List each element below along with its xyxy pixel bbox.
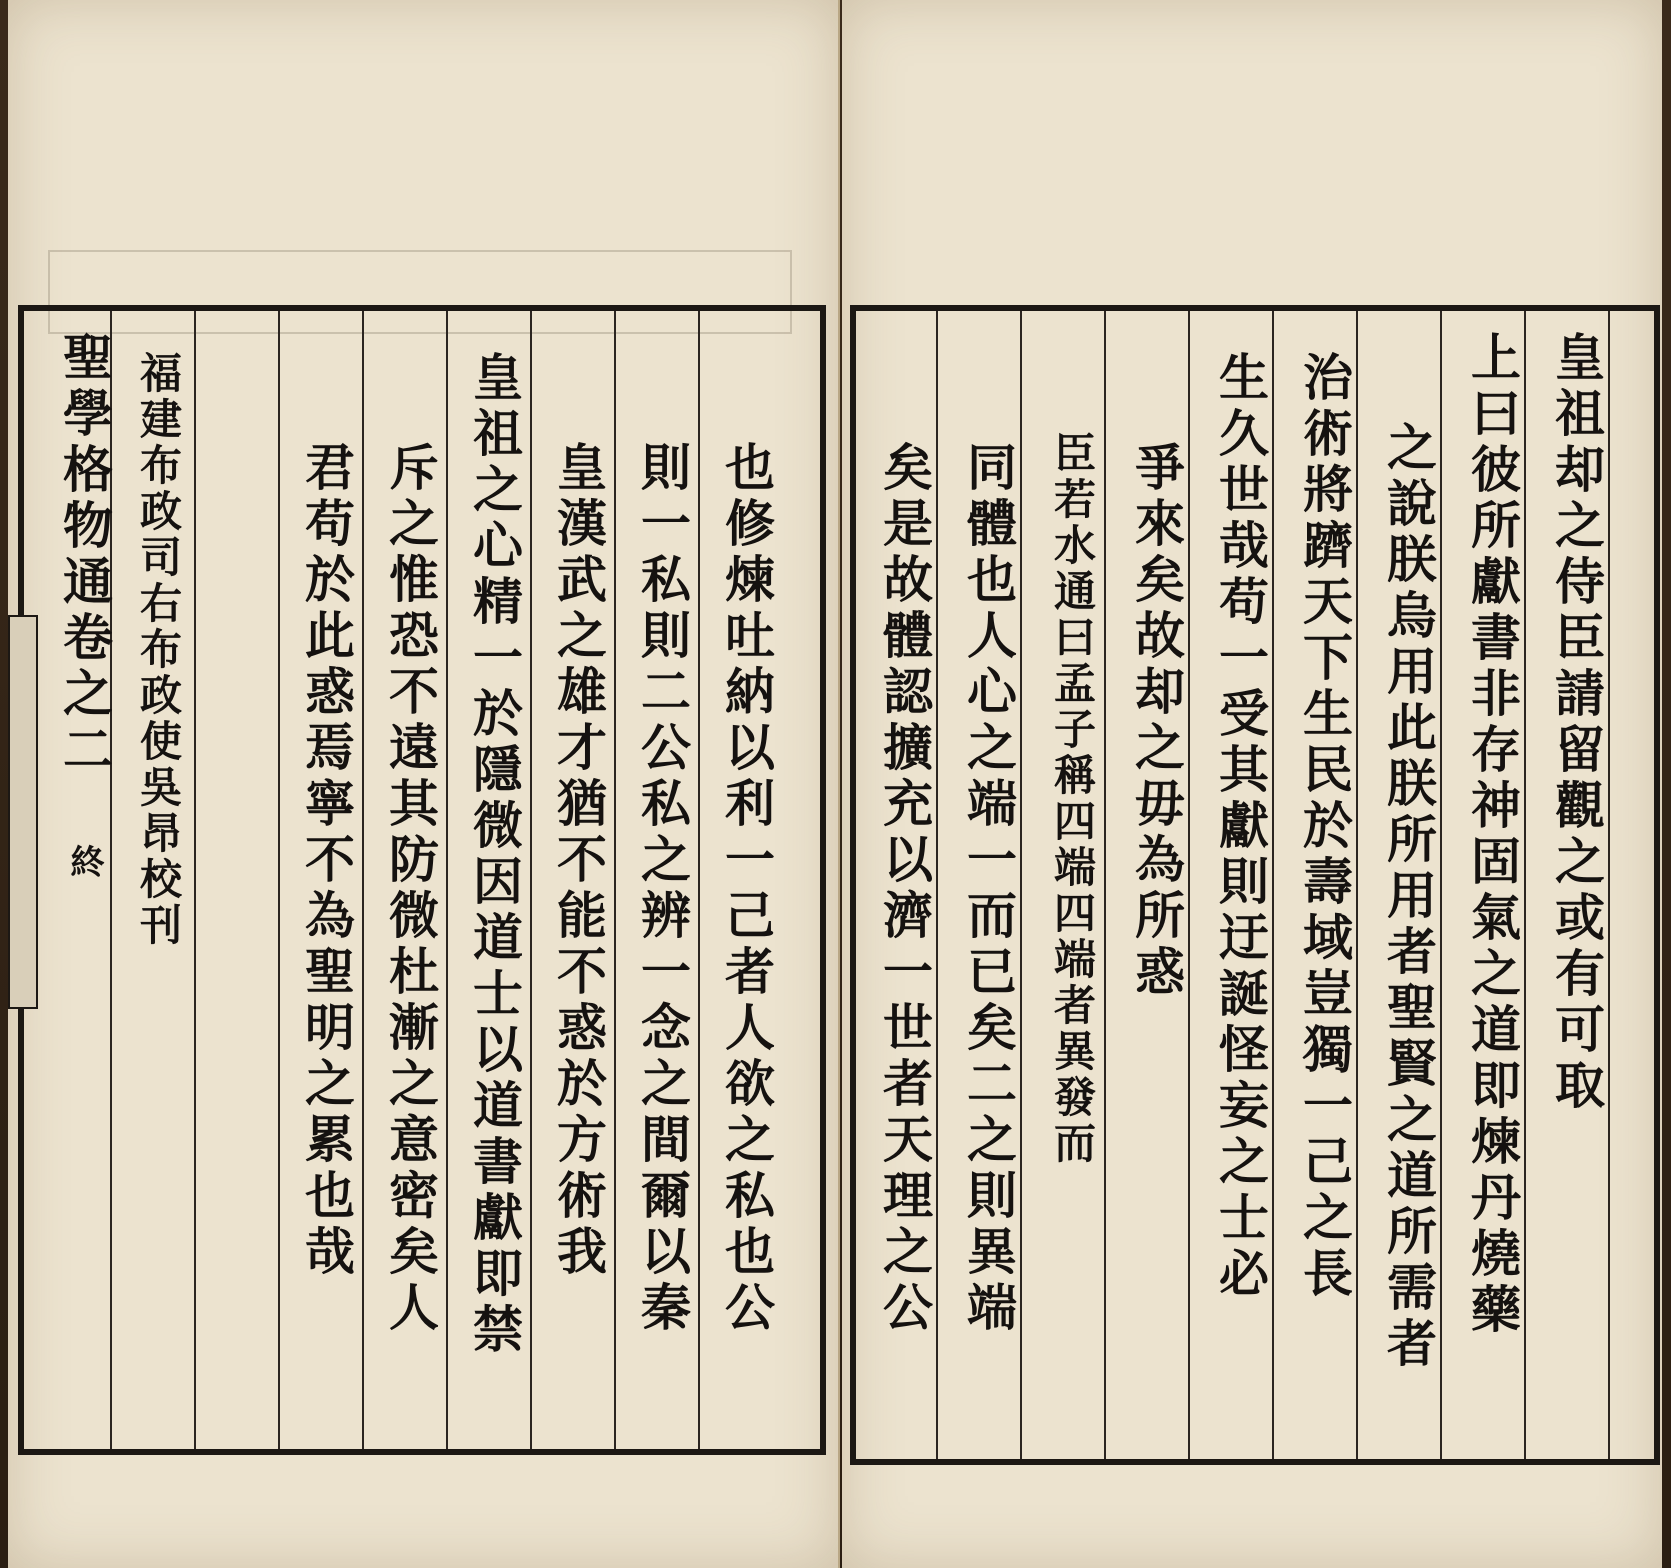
text-column: 也修煉吐納以利一己者人欲之私也公 bbox=[717, 441, 776, 1337]
text-column: 同體也人心之端一而已矣二之則異端 bbox=[959, 441, 1018, 1337]
text-column: 皇漢武之雄才猶不能不惑於方術我 bbox=[549, 441, 608, 1281]
text-column: 皇祖之心精一於隱微因道士以道書獻即禁 bbox=[465, 351, 524, 1359]
text-column: 臣若水通曰孟子稱四端四端者異發而 bbox=[1048, 431, 1097, 1167]
volume-title-column bbox=[46, 331, 122, 884]
volume-title: 聖學格物通卷之二 bbox=[55, 331, 114, 779]
left-fold-tab bbox=[8, 615, 38, 1009]
text-column: 上曰彼所獻書非存神固氣之道即煉丹燒藥 bbox=[1463, 331, 1522, 1339]
column-rule bbox=[278, 311, 280, 1449]
text-column: 治術將躋天下生民於壽域豈獨一己之長 bbox=[1295, 351, 1354, 1303]
right-page bbox=[842, 0, 1662, 1568]
text-column: 皇祖却之侍臣請留觀之或有可取 bbox=[1547, 331, 1606, 1115]
text-column: 則一私則二公私之辨一念之間爾以秦 bbox=[633, 441, 692, 1337]
text-column: 矣是故體認擴充以濟一世者天理之公 bbox=[875, 441, 934, 1337]
text-column: 之說朕烏用此朕所用者聖賢之道所需者 bbox=[1379, 421, 1438, 1373]
text-column: 生久世哉苟一受其獻則迂誕怪妄之士必 bbox=[1211, 351, 1270, 1303]
text-column: 福建布政司右布政使吳昂校刊 bbox=[134, 351, 183, 949]
text-column: 斥之惟恐不遠其防微杜漸之意密矣人 bbox=[381, 441, 440, 1337]
left-page bbox=[8, 0, 840, 1568]
left-page-frame bbox=[18, 305, 826, 1455]
end-mark: 終 bbox=[64, 844, 104, 884]
text-column: 爭來矣故却之毋為所惑 bbox=[1127, 441, 1186, 1001]
text-column: 君苟於此惑焉寧不為聖明之累也哉 bbox=[297, 441, 356, 1281]
right-page-frame bbox=[850, 305, 1660, 1465]
